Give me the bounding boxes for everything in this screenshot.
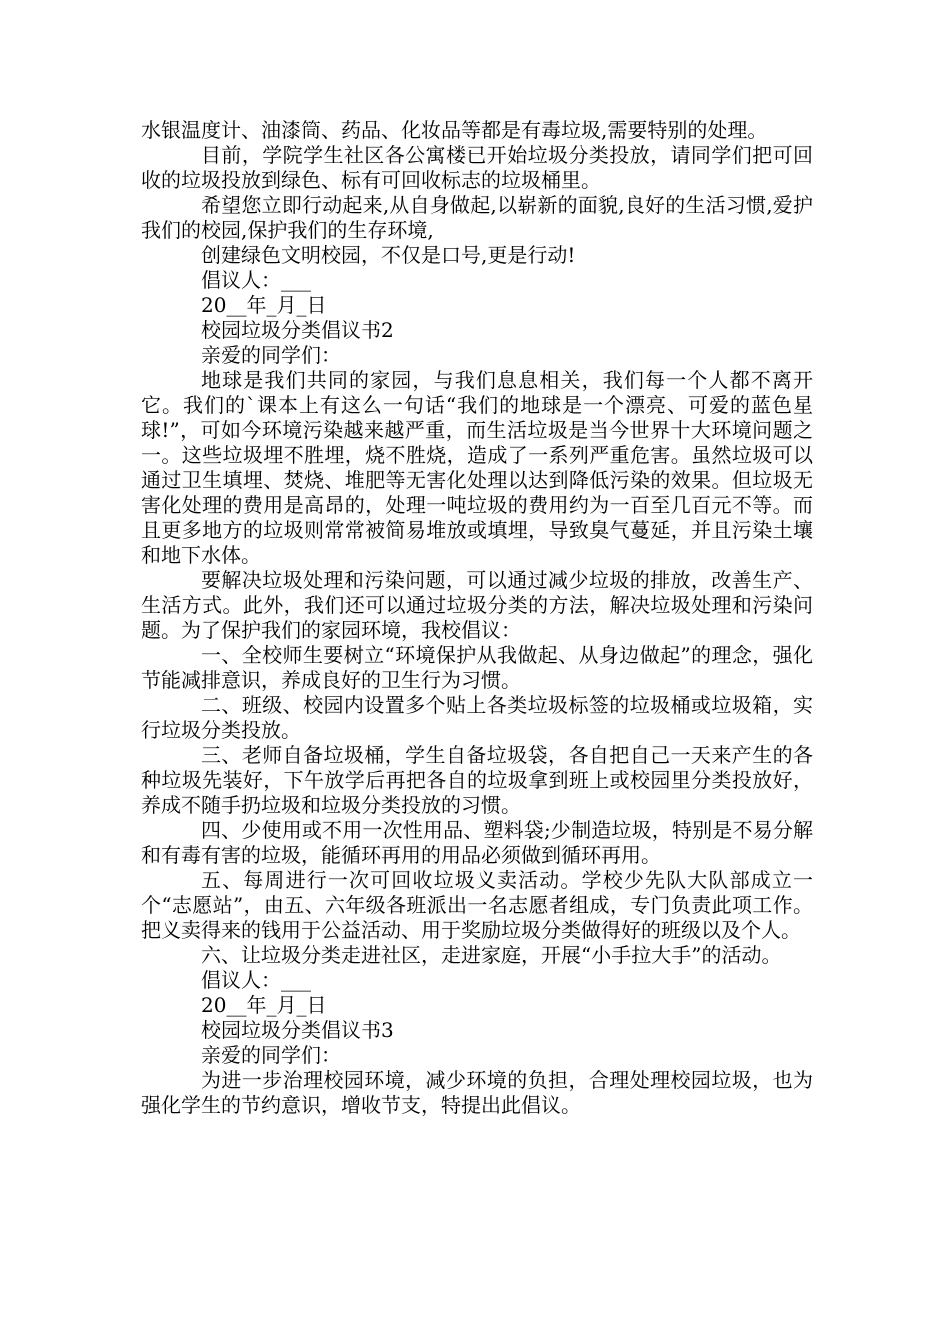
proposal-item-2: 二、班级、校园内设置多个贴上各类垃圾标签的垃圾桶或垃圾箱，实行垃圾分类投放。	[141, 693, 813, 742]
paragraph-earth-home: 地球是我们共同的家园，与我们息息相关，我们每一个人都不离开它。我们的`课本上有这么一句话“我们的地球是一个漂亮、可爱的蓝色星球!”，可如今环境污染越来越严重，而生活垃圾是当今世界十大环境问题之一。这些垃圾埋不胜埋，烧不胜烧，造成了一系列严重危害。虽然垃圾可以通过卫生填埋、焚烧、堆肥等无害化处理以达到降低污染的效果。但垃圾无害化处理的费用是高昂的，处理一吨垃圾的费用约为一百至几百元不等。而且更多地方的垃圾则常常被简易堆放或填埋，导致臭气蔓延，并且污染土壤和地下水体。	[141, 368, 813, 567]
proposal-item-1: 一、全校师生要树立“环境保护从我做起、从身边做起”的理念，强化节能减排意识，养成良好的卫生行为习惯。	[141, 643, 813, 692]
proposal-item-6: 六、让垃圾分类走进社区，走进家庭，开展“小手拉大手”的活动。	[201, 943, 782, 967]
paragraph-call-to-action: 希望您立即行动起来,从自身做起,以崭新的面貌,良好的生活习惯,爱护我们的校园,保护我们的生存环境,	[141, 193, 813, 242]
proposal-item-3: 三、老师自备垃圾桶，学生自备垃圾袋，各自把自己一天来产生的各种垃圾先装好，下午放学后再把各自的垃圾拿到班上或校园里分类投放好，养成不随手扔垃圾和垃圾分类投放的习惯。	[141, 743, 813, 817]
proposer-line: 倡议人：___	[201, 268, 311, 292]
proposal-item-4: 四、少使用或不用一次性用品、塑料袋;少制造垃圾，特别是不易分解和有毒有害的垃圾，能循环再用的用品必须做到循环再用。	[141, 818, 813, 867]
proposal-item-5: 五、每周进行一次可回收垃圾义卖活动。学校少先队大队部成立一个“志愿站”，由五、六年级各班派出一名志愿者组成，专门负责此项工作。把义卖得来的钱用于公益活动、用于奖励垃圾分类做得好的班级以及个人。	[141, 868, 813, 942]
paragraph-toxic-waste: 水银温度计、油漆筒、药品、化妆品等都是有毒垃圾,需要特别的处理。	[141, 118, 768, 142]
slogan-line: 创建绿色文明校园，不仅是口号,更是行动!	[201, 243, 576, 267]
paragraph-recycling-bins: 目前，学院学生社区各公寓楼已开始垃圾分类投放，请同学们把可回收的垃圾投放到绿色、标有可回收标志的垃圾桶里。	[141, 143, 813, 192]
date-line: 20__年_月_日	[201, 293, 327, 317]
section-title-2: 校园垃圾分类倡议书2	[201, 318, 394, 342]
paragraph-solution: 要解决垃圾处理和污染问题，可以通过减少垃圾的排放，改善生产、生活方式。此外，我们还可以通过垃圾分类的方法，解决垃圾处理和污染问题。为了保护我们的家园环境，我校倡议：	[141, 568, 813, 642]
section-title-3: 校园垃圾分类倡议书3	[201, 1018, 394, 1042]
salutation: 亲爱的同学们：	[201, 1043, 341, 1067]
document-body	[141, 118, 813, 1118]
proposer-line: 倡议人：___	[201, 968, 311, 992]
paragraph-intro-3: 为进一步治理校园环境，减少环境的负担，合理处理校园垃圾，也为强化学生的节约意识，增收节支，特提出此倡议。	[141, 1068, 813, 1117]
date-line: 20__年_月_日	[201, 993, 327, 1017]
salutation: 亲爱的同学们：	[201, 343, 341, 367]
